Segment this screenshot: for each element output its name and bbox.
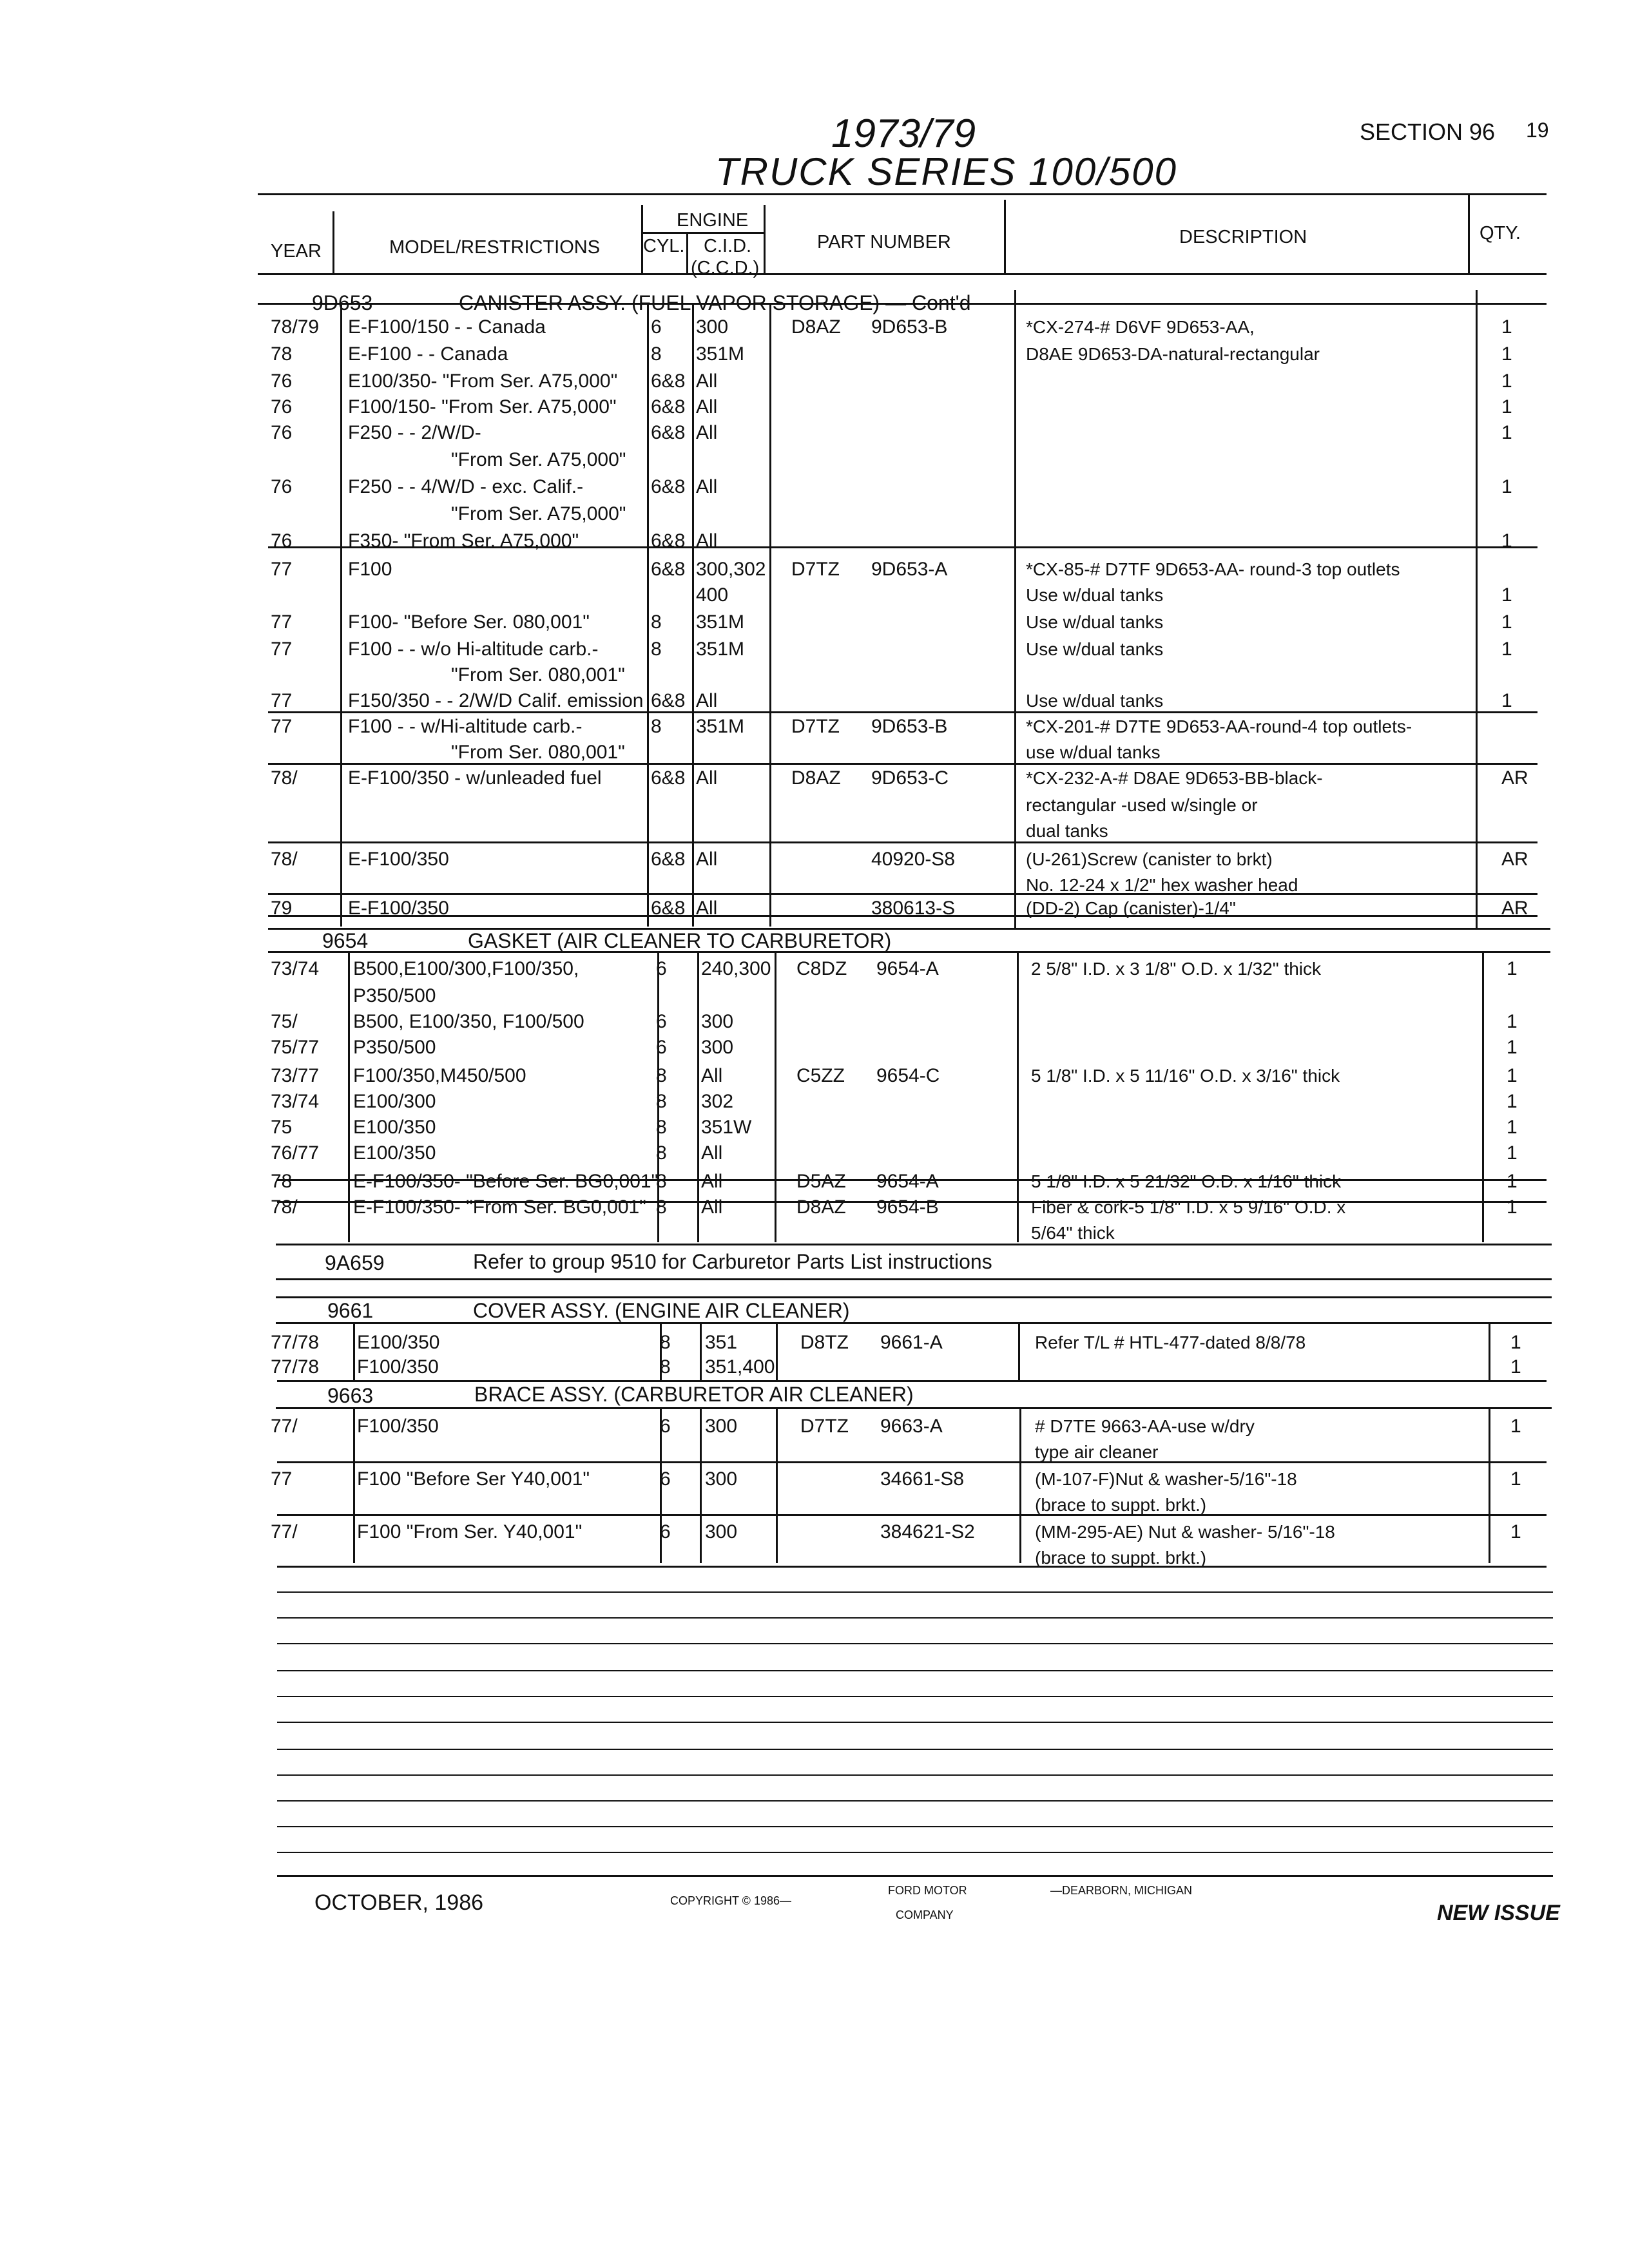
cell-cid: 300: [701, 1011, 734, 1032]
cell-cyl: 6&8: [651, 559, 686, 580]
col-qty-header: QTY.: [1480, 223, 1521, 244]
cell-desc: 5 1/8" I.D. x 5 21/32" O.D. x 1/16" thick: [1031, 1171, 1342, 1191]
group-rule: [276, 1322, 1552, 1324]
cell-cyl: 6: [660, 1416, 671, 1437]
blank-rule: [277, 1800, 1553, 1802]
cell-model: F100 "From Ser. Y40,001": [357, 1521, 583, 1542]
cell-cid: All: [696, 690, 718, 711]
col-cyl-header: CYL.: [643, 236, 685, 256]
cell-cyl: 6&8: [651, 690, 686, 711]
group-title: BRACE ASSY. (CARBURETOR AIR CLEANER): [474, 1383, 914, 1406]
cell-year: 76: [271, 396, 293, 418]
blank-rule: [277, 1722, 1553, 1723]
cell-year: 75/: [271, 1011, 298, 1032]
cell-part: 9D653-C: [871, 767, 949, 789]
cell-cid: 300,302: [696, 559, 766, 580]
cell-cid: 300: [705, 1416, 738, 1437]
cell-prefix: D8AZ: [791, 767, 841, 789]
cell-part: 9661-A: [880, 1332, 943, 1353]
cell-year: 77: [271, 611, 293, 633]
group-rule: [268, 928, 1550, 930]
cell-qty: 1: [1507, 1065, 1518, 1086]
cell-qty: 1: [1501, 422, 1512, 443]
footer-rule: [277, 1875, 1553, 1877]
cell-part: 9D653-B: [871, 316, 948, 338]
cell-prefix: D8AZ: [791, 316, 841, 338]
cell-qty: 1: [1501, 690, 1512, 711]
cell-cyl: 6&8: [651, 898, 686, 919]
col-divider: [769, 304, 771, 927]
col-divider: [700, 1408, 702, 1563]
cell-cyl: 8: [656, 1117, 667, 1138]
cell-cid: 351: [705, 1332, 738, 1353]
cell-model: E-F100/350: [348, 849, 449, 870]
cell-model: E100/300: [353, 1091, 436, 1112]
cell-model: E-F100/350 - w/unleaded fuel: [348, 767, 602, 789]
cell-cid: All: [696, 396, 718, 418]
cell-part: 384621-S2: [880, 1521, 975, 1542]
row-rule: [268, 841, 1537, 843]
cell-model: "From Ser. A75,000": [451, 503, 626, 524]
col-divider: [1014, 290, 1016, 928]
cell-cid: All: [696, 898, 718, 919]
cell-year: 77/: [271, 1521, 298, 1542]
cell-model: "From Ser. 080,001": [451, 742, 625, 763]
cell-cyl: 6: [651, 316, 662, 338]
table-top-rule: [258, 193, 1547, 195]
col-divider: [776, 1323, 778, 1381]
cell-cyl: 8: [651, 343, 662, 365]
group-code: 9D653: [312, 291, 373, 314]
cell-qty: 1: [1507, 1196, 1518, 1218]
cell-year: 77: [271, 559, 293, 580]
cell-cyl: 6&8: [651, 849, 686, 870]
cell-cid: All: [701, 1171, 723, 1192]
row-rule: [277, 1461, 1547, 1463]
cell-model: E100/350- "From Ser. A75,000": [348, 370, 618, 392]
cell-model: F250 - - 2/W/D-: [348, 422, 481, 443]
cell-cid: 302: [701, 1091, 734, 1112]
cell-desc: *CX-274-# D6VF 9D653-AA,: [1026, 317, 1255, 337]
cell-cid: All: [701, 1196, 723, 1218]
cell-year: 78/: [271, 767, 298, 789]
cell-qty: 1: [1507, 1091, 1518, 1112]
footer-company-line2: COMPANY: [896, 1908, 954, 1921]
cell-model: F350- "From Ser. A75,000": [348, 530, 579, 552]
col-divider: [1018, 1323, 1020, 1381]
title-series: TRUCK SERIES 100/500: [715, 150, 1177, 193]
cell-cid: 351M: [696, 639, 745, 660]
col-divider: [700, 1323, 702, 1381]
footer-copyright: COPYRIGHT © 1986—: [670, 1894, 791, 1907]
footer-date: OCTOBER, 1986: [314, 1890, 484, 1915]
cell-year: 78/: [271, 1196, 298, 1218]
cell-year: 76: [271, 370, 293, 392]
cell-cid: 351M: [696, 611, 745, 633]
group-title: GASKET (AIR CLEANER TO CARBURETOR): [468, 929, 892, 952]
cell-qty: 1: [1501, 343, 1512, 365]
cell-cyl: 6&8: [651, 767, 686, 789]
cell-model: P350/500: [353, 1037, 436, 1058]
cell-desc: Fiber & cork-5 1/8" I.D. x 5 9/16" O.D. x: [1031, 1197, 1346, 1217]
cell-cid: 400: [696, 584, 729, 606]
cell-desc: use w/dual tanks: [1026, 742, 1161, 762]
group-title: COVER ASSY. (ENGINE AIR CLEANER): [473, 1299, 850, 1322]
cell-desc: (brace to suppt. brkt.): [1035, 1548, 1207, 1568]
cell-part: 380613-S: [871, 898, 956, 919]
cell-model: E100/350: [357, 1332, 440, 1353]
cell-desc: Use w/dual tanks: [1026, 585, 1164, 605]
col-divider: [348, 952, 350, 1242]
cell-desc: 5 1/8" I.D. x 5 11/16" O.D. x 3/16" thick: [1031, 1066, 1340, 1086]
cell-year: 79: [271, 898, 293, 919]
cell-desc: Use w/dual tanks: [1026, 639, 1164, 659]
cell-cid: All: [696, 422, 718, 443]
cell-model: "From Ser. A75,000": [451, 449, 626, 470]
cell-desc: 2 5/8" I.D. x 3 1/8" O.D. x 1/32" thick: [1031, 959, 1322, 979]
cell-cyl: 8: [660, 1356, 671, 1378]
cell-qty: 1: [1501, 639, 1512, 660]
cell-cyl: 8: [660, 1332, 671, 1353]
cell-desc: (DD-2) Cap (canister)-1/4": [1026, 898, 1236, 918]
cell-model: F250 - - 4/W/D - exc. Calif.-: [348, 476, 584, 497]
blank-rule: [277, 1852, 1553, 1853]
cell-desc: (M-107-F)Nut & washer-5/16"-18: [1035, 1469, 1297, 1489]
cell-prefix: D8AZ: [796, 1196, 846, 1218]
cell-cyl: 6&8: [651, 476, 686, 497]
cell-desc: (MM-295-AE) Nut & washer- 5/16"-18: [1035, 1522, 1335, 1542]
cell-prefix: C8DZ: [796, 958, 847, 979]
cell-cyl: 8: [656, 1065, 667, 1086]
col-divider: [1017, 952, 1019, 1242]
cell-desc: dual tanks: [1026, 821, 1108, 841]
group-rule: [276, 1296, 1552, 1298]
cell-model: B500,E100/300,F100/350,: [353, 958, 579, 979]
cell-desc: (brace to suppt. brkt.): [1035, 1495, 1207, 1515]
group-title: Refer to group 9510 for Carburetor Parts List instructions: [473, 1250, 992, 1273]
cell-desc: No. 12-24 x 1/2" hex washer head: [1026, 875, 1298, 895]
title-years: 1973/79: [831, 111, 976, 156]
col-divider: [775, 952, 776, 1242]
cell-year: 76: [271, 530, 293, 552]
cell-cid: All: [696, 476, 718, 497]
row-rule: [268, 893, 1537, 895]
cell-part: 9663-A: [880, 1416, 943, 1437]
cell-year: 77: [271, 1468, 293, 1490]
cell-model: P350/500: [353, 985, 436, 1006]
col-ccd-header: (C.C.D.): [691, 258, 760, 278]
hdr-divider: [1468, 193, 1470, 273]
blank-rule: [277, 1696, 1553, 1697]
cell-desc: rectangular -used w/single or: [1026, 795, 1258, 815]
cell-year: 77/78: [271, 1356, 320, 1378]
footer-location: —DEARBORN, MICHIGAN: [1050, 1884, 1193, 1897]
cell-model: F100 - - w/o Hi-altitude carb.-: [348, 639, 599, 660]
cell-model: F100 "Before Ser Y40,001": [357, 1468, 590, 1490]
col-divider: [776, 1408, 778, 1563]
cell-year: 75/77: [271, 1037, 320, 1058]
cell-model: E100/350: [353, 1117, 436, 1138]
cell-part: 9654-A: [876, 1171, 939, 1192]
cell-qty: 1: [1507, 1171, 1518, 1192]
cell-year: 78/79: [271, 316, 320, 338]
cell-cyl: 8: [651, 611, 662, 633]
cell-model: E-F100 - - Canada: [348, 343, 508, 365]
cell-cid: 351,400: [705, 1356, 775, 1378]
cell-qty: 1: [1507, 1037, 1518, 1058]
cell-part: 40920-S8: [871, 849, 956, 870]
cell-desc: Use w/dual tanks: [1026, 691, 1164, 711]
cell-qty: 1: [1501, 530, 1512, 552]
cell-year: 77/78: [271, 1332, 320, 1353]
cell-prefix: D7TZ: [791, 559, 840, 580]
cell-desc: (U-261)Screw (canister to brkt): [1026, 849, 1273, 869]
cell-cid: All: [696, 530, 718, 552]
cell-qty: AR: [1501, 849, 1528, 870]
cell-model: E-F100/350- "Before Ser. BG0,001": [353, 1171, 659, 1192]
col-year-header: YEAR: [271, 241, 322, 262]
cell-cid: 240,300: [701, 958, 771, 979]
group-code: 9654: [322, 929, 369, 952]
cell-model: F100 - - w/Hi-altitude carb.-: [348, 716, 583, 737]
col-partnumber-header: PART NUMBER: [817, 232, 951, 253]
cell-cid: 300: [696, 316, 729, 338]
row-rule: [277, 1514, 1547, 1516]
cell-qty: 1: [1510, 1332, 1521, 1353]
cell-qty: 1: [1501, 611, 1512, 633]
cell-part: 9D653-A: [871, 559, 948, 580]
section-label: SECTION 96: [1360, 119, 1496, 145]
cell-prefix: D8TZ: [800, 1332, 849, 1353]
cell-model: F100: [348, 559, 392, 580]
cell-year: 73/77: [271, 1065, 320, 1086]
group-rule: [276, 1407, 1552, 1409]
group-rule: [276, 1244, 1552, 1245]
cell-cyl: 6: [656, 1037, 667, 1058]
col-divider: [1489, 1408, 1490, 1563]
blank-rule: [277, 1670, 1553, 1671]
cell-part: 9654-A: [876, 958, 939, 979]
blank-rule: [277, 1774, 1553, 1776]
cell-prefix: D7TZ: [800, 1416, 849, 1437]
cell-qty: 1: [1507, 1142, 1518, 1164]
cell-model: F100/150- "From Ser. A75,000": [348, 396, 617, 418]
cell-cyl: 6&8: [651, 422, 686, 443]
cell-year: 73/74: [271, 958, 320, 979]
cell-qty: 1: [1501, 316, 1512, 338]
footer-company-line1: FORD MOTOR: [888, 1884, 967, 1897]
cell-cyl: 6: [656, 958, 667, 979]
cell-year: 77/: [271, 1416, 298, 1437]
page-number: 19: [1526, 119, 1549, 142]
blank-rule: [277, 1643, 1553, 1644]
cell-year: 76: [271, 422, 293, 443]
row-rule: [277, 1380, 1547, 1382]
blank-rule: [277, 1749, 1553, 1750]
col-cid-header: C.I.D.: [704, 236, 752, 256]
cell-cyl: 6: [660, 1468, 671, 1490]
cell-prefix: D7TZ: [791, 716, 840, 737]
cell-qty: 1: [1507, 1011, 1518, 1032]
col-divider: [1482, 952, 1484, 1242]
cell-qty: 1: [1510, 1468, 1521, 1490]
cell-year: 73/74: [271, 1091, 320, 1112]
col-divider: [692, 304, 694, 927]
cell-desc: type air cleaner: [1035, 1442, 1159, 1462]
cell-part: 9654-C: [876, 1065, 940, 1086]
cell-year: 78/: [271, 849, 298, 870]
cell-prefix: C5ZZ: [796, 1065, 845, 1086]
cell-cid: All: [696, 370, 718, 392]
row-rule: [277, 1566, 1547, 1568]
cell-cyl: 6: [660, 1521, 671, 1542]
blank-rule: [277, 1617, 1553, 1619]
cell-qty: 1: [1510, 1521, 1521, 1542]
cell-year: 78: [271, 343, 293, 365]
col-divider: [353, 1408, 355, 1563]
cell-model: F100/350: [357, 1356, 439, 1378]
engine-sub-rule: [641, 232, 764, 234]
hdr-divider: [333, 211, 334, 273]
cell-cid: 351M: [696, 343, 745, 365]
group-title: CANISTER ASSY. (FUEL VAPOR STORAGE) — Cont'd: [459, 291, 971, 314]
col-divider: [697, 952, 699, 1242]
col-divider: [1476, 290, 1478, 928]
cell-cid: All: [696, 767, 718, 789]
cell-year: 78: [271, 1171, 293, 1192]
cell-cyl: 6&8: [651, 396, 686, 418]
cell-desc: Refer T/L # HTL-477-dated 8/8/78: [1035, 1332, 1306, 1352]
cell-model: "From Ser. 080,001": [451, 664, 625, 686]
group-rule: [268, 951, 1550, 953]
cell-desc: *CX-232-A-# D8AE 9D653-BB-black-: [1026, 768, 1323, 788]
cell-year: 76: [271, 476, 293, 497]
cell-model: E-F100/350: [348, 898, 449, 919]
cell-qty: 1: [1501, 584, 1512, 606]
cell-model: F100- "Before Ser. 080,001": [348, 611, 590, 633]
hdr-divider: [1004, 200, 1006, 273]
col-divider: [353, 1323, 355, 1381]
cell-cid: 300: [701, 1037, 734, 1058]
blank-rule: [277, 1591, 1553, 1593]
cell-part: 9D653-B: [871, 716, 948, 737]
cell-qty: 1: [1501, 370, 1512, 392]
cell-desc: D8AE 9D653-DA-natural-rectangular: [1026, 344, 1320, 364]
cell-cid: All: [701, 1065, 723, 1086]
cell-qty: 1: [1507, 958, 1518, 979]
hdr-divider: [686, 232, 688, 273]
cell-qty: 1: [1501, 396, 1512, 418]
col-model-header: MODEL/RESTRICTIONS: [389, 237, 601, 258]
cell-cyl: 8: [656, 1091, 667, 1112]
cell-cyl: 8: [651, 639, 662, 660]
cell-cid: All: [696, 849, 718, 870]
header-bottom-rule: [258, 273, 1547, 275]
cell-desc: # D7TE 9663-AA-use w/dry: [1035, 1416, 1255, 1436]
col-engine-header: ENGINE: [677, 210, 749, 231]
col-divider: [340, 304, 342, 927]
group-code: 9661: [327, 1299, 374, 1322]
cell-cyl: 6&8: [651, 370, 686, 392]
cell-cid: 351W: [701, 1117, 752, 1138]
cell-desc: *CX-201-# D7TE 9D653-AA-round-4 top outlets-: [1026, 716, 1412, 736]
cell-qty: 1: [1501, 476, 1512, 497]
cell-prefix: D5AZ: [796, 1171, 846, 1192]
cell-model: E-F100/350- "From Ser. BG0,001": [353, 1196, 646, 1218]
cell-qty: 1: [1510, 1416, 1521, 1437]
group-code: 9A659: [325, 1251, 385, 1274]
blank-rule: [277, 1826, 1553, 1827]
hdr-divider: [764, 205, 766, 273]
cell-model: F100/350: [357, 1416, 439, 1437]
col-description-header: DESCRIPTION: [1179, 227, 1307, 247]
col-divider: [647, 304, 649, 927]
group-rule: [276, 1278, 1552, 1280]
cell-qty: 1: [1507, 1117, 1518, 1138]
cell-cyl: 8: [651, 716, 662, 737]
cell-qty: 1: [1510, 1356, 1521, 1378]
cell-year: 77: [271, 716, 293, 737]
cell-part: 34661-S8: [880, 1468, 965, 1490]
cell-cyl: 8: [656, 1142, 667, 1164]
cell-desc: Use w/dual tanks: [1026, 612, 1164, 632]
cell-year: 77: [271, 639, 293, 660]
cell-cid: 300: [705, 1521, 738, 1542]
cell-desc: 5/64" thick: [1031, 1223, 1115, 1243]
cell-cyl: 6&8: [651, 530, 686, 552]
cell-cyl: 8: [656, 1171, 667, 1192]
cell-year: 76/77: [271, 1142, 320, 1164]
cell-qty: AR: [1501, 767, 1528, 789]
footer-issue: NEW ISSUE: [1437, 1901, 1560, 1925]
cell-cyl: 6: [656, 1011, 667, 1032]
cell-cid: 351M: [696, 716, 745, 737]
cell-cid: All: [701, 1142, 723, 1164]
cell-year: 77: [271, 690, 293, 711]
cell-cid: 300: [705, 1468, 738, 1490]
cell-model: E-F100/150 - - Canada: [348, 316, 546, 338]
cell-model: F100/350,M450/500: [353, 1065, 526, 1086]
cell-year: 75: [271, 1117, 293, 1138]
cell-model: B500, E100/350, F100/500: [353, 1011, 584, 1032]
cell-part: 9654-B: [876, 1196, 939, 1218]
group-code: 9663: [327, 1384, 374, 1407]
col-divider: [1489, 1323, 1490, 1381]
cell-cyl: 8: [656, 1196, 667, 1218]
col-divider: [1019, 1408, 1021, 1563]
cell-model: E100/350: [353, 1142, 436, 1164]
cell-desc: *CX-85-# D7TF 9D653-AA- round-3 top outlets: [1026, 559, 1400, 579]
cell-model: F150/350 - - 2/W/D Calif. emission: [348, 690, 644, 711]
cell-qty: AR: [1501, 898, 1528, 919]
